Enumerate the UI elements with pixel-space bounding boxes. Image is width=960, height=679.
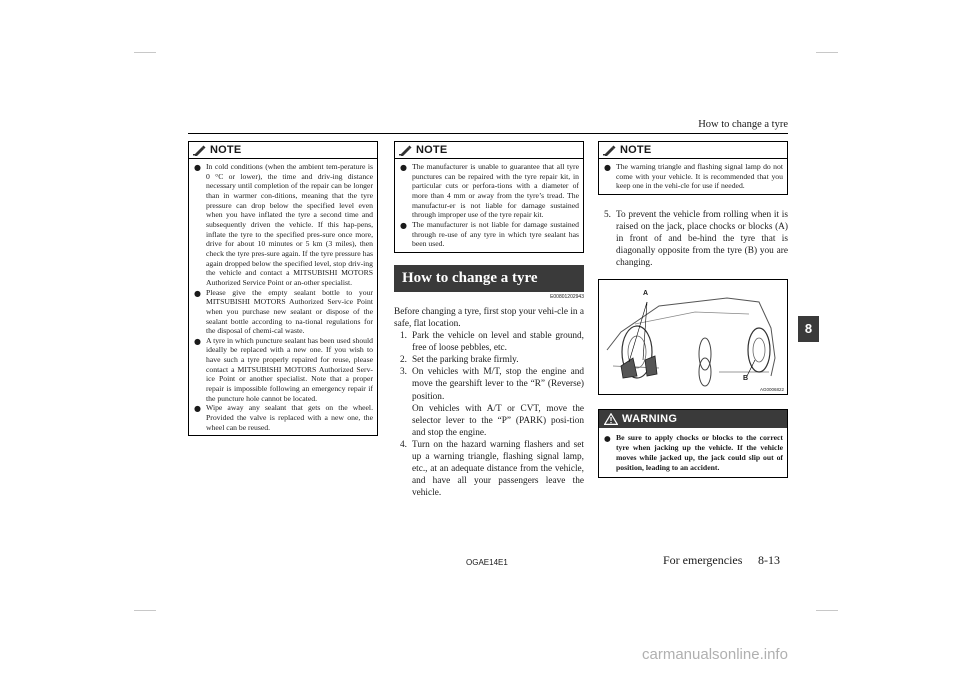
label-b: B (743, 375, 749, 383)
bullet-icon: ● (194, 404, 201, 414)
note-bullet (193, 162, 373, 288)
bullet-icon: ● (400, 163, 407, 172)
footer-section: For emergencies (663, 553, 743, 567)
note-box (394, 141, 584, 253)
section-title: How to change a tyre (402, 269, 538, 286)
note-bullet (193, 403, 373, 432)
label-a: A (643, 290, 649, 298)
step-text: On vehicles with M/T, stop the engine and move the gearshift lever to the “R” (Reverse) position. (412, 367, 584, 402)
step-item (394, 330, 584, 354)
vehicle-chocks-drawing (599, 280, 787, 394)
intro-paragraph: Before changing a tyre, first stop your vehi-cle in a safe, flat location. (394, 306, 585, 329)
step-item (394, 439, 584, 499)
bullet-icon: ● (400, 220, 407, 230)
note-body (599, 159, 787, 194)
crop-mark (134, 52, 156, 53)
step-text: Turn on the hazard warning flashers and set up a warning triangle, flashing signal lamp, etc., at an adequate distance from the vehicle, and have all your passengers leave the vehicle. (412, 439, 584, 499)
step-number: 2. (400, 355, 407, 366)
step-text: To prevent the vehicle from rolling when it is raised on the jack, place chocks or blocks (A) in front of and be-hind the tyre that is diagonally opposite from the tyre (B) you are changing. (616, 209, 788, 269)
warning-label: WARNING (622, 413, 678, 426)
crop-mark (134, 610, 156, 611)
note-body (189, 159, 377, 435)
step-number: 1. (400, 331, 407, 342)
bullet-icon: ● (604, 434, 611, 444)
note-label: NOTE (620, 144, 652, 156)
bullet-icon: ● (194, 336, 201, 346)
note-box (188, 141, 378, 436)
pencil-icon (603, 144, 617, 156)
step-item (394, 354, 584, 366)
pencil-icon (399, 144, 413, 156)
step-number: 5. (604, 209, 611, 220)
bullet-text: Please give the empty sealant bottle to your MITSUBISHI MOTORS Authorized Serv-ice Point when you purchase new sealant or dispose of the sealant bottle according to na-tional regulations for the disposal of chemi-cal waste. (206, 287, 373, 336)
step-text: Set the parking brake firmly. (412, 355, 519, 366)
step-text: Park the vehicle on level and stable ground, free of loose pebbles, etc. (412, 331, 584, 354)
column-1 (188, 141, 378, 436)
chock-illustration (598, 279, 788, 395)
bullet-text: The manufacturer is unable to guarantee that all tyre punctures can be repaired with the tyre repair kit, in particular cuts or perfora-tions with a diameter of more than 4 mm or away from the tyre’s tread. The manufactur-er is not liable for damage sustained through improper use of the tyre repair kit. (412, 162, 579, 220)
step-item (598, 209, 788, 269)
watermark: carmanualsonline.info (642, 646, 788, 663)
note-bullet (193, 288, 373, 336)
note-bullet (603, 162, 783, 191)
footer-code: OGAE14E1 (466, 558, 508, 567)
chapter-tab: 8 (798, 316, 819, 342)
warning-bullet (603, 433, 783, 473)
step-number: 4. (400, 439, 407, 450)
section-heading (394, 265, 584, 292)
note-bullet (399, 162, 579, 220)
warning-box (598, 409, 788, 478)
pencil-icon (193, 144, 207, 156)
column-2 (394, 141, 584, 499)
step-extra-text: On vehicles with A/T or CVT, move the selector lever to the “P” (PARK) posi-tion and stop the engine. (412, 403, 584, 438)
note-header (599, 142, 787, 159)
note-box (598, 141, 788, 195)
bullet-text: The warning triangle and flashing signal lamp do not come with your vehicle. It is recommended that you keep one in the vehi-cle for use if needed. (616, 162, 783, 191)
running-header-title: How to change a tyre (698, 119, 788, 130)
section-code: E00801202943 (550, 293, 584, 300)
note-header (189, 142, 377, 159)
step-number: 3. (400, 367, 407, 378)
bullet-text: The manufacturer is not liable for damage sustained through re-use of any tyre in which tyre sealant has been used. (412, 219, 579, 249)
page-number: 8-13 (758, 553, 780, 567)
column-3 (598, 141, 788, 478)
bullet-icon: ● (604, 163, 611, 172)
bullet-icon: ● (194, 288, 201, 298)
note-bullet (399, 220, 579, 249)
illustration-code: AG0006822 (759, 387, 784, 393)
crop-mark (816, 610, 838, 611)
warning-header (599, 410, 787, 428)
warning-triangle-icon (604, 413, 618, 425)
note-label: NOTE (210, 144, 242, 156)
note-body (395, 159, 583, 252)
step-item (394, 366, 584, 439)
crop-mark (816, 52, 838, 53)
note-bullet (193, 336, 373, 404)
warning-body (599, 428, 787, 477)
note-header (395, 142, 583, 159)
bullet-icon: ● (194, 163, 201, 172)
warning-text: Be sure to apply chocks or blocks to the correct tyre when jacking up the vehicle. If the vehicle moves while jacked up, the jack could slip out of position, leading to an accident. (616, 433, 783, 473)
note-label: NOTE (416, 144, 448, 156)
bullet-text: A tyre in which puncture sealant has been used should ideally be replaced with a new one. If you wish to have such a tyre properly repaired for reuse, please contact a MITSUBISHI MOTORS Authorized Serv-ice Point or another specialist. Note that a proper repair is impossible following an emergency repair if the puncture hole cannot be located. (206, 335, 373, 403)
header-rule (188, 133, 788, 134)
bullet-text: In cold conditions (when the ambient tem-perature is 0 °C or lower), the time and driv-ing distance necessary until completion of the repair can be longer than in warmer con-ditions, meaning that the tyre pressure can drop below the specified level even when you have inflated the tyre a second time and subsequently driven the vehicle. If this hap-pens, inflate the tyre to the specified pres-sure once more, drive for about 10 minutes or 5 km (3 miles), then check the tyre pres-sure again. If the tyre pressure has again dropped below the specified level, stop driv-ing the vehicle and contact a MITSUBISHI MOTORS Authorized Service Point or an-other specialist. (206, 162, 373, 287)
bullet-text: Wipe away any sealant that gets on the wheel. Provided the valve is replaced with a new one, the wheel can be reused. (206, 403, 373, 432)
